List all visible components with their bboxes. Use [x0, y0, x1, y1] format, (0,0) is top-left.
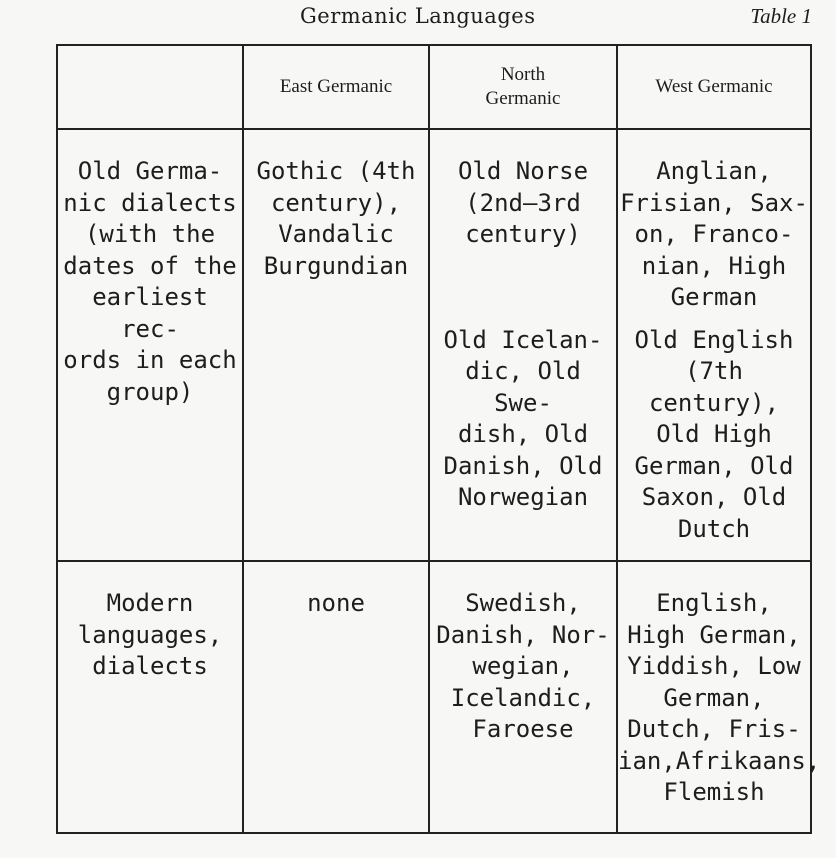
cell-old-north-late-text: Old Icelan- dic, Old Swe- dish, Old Danish, Old Norwegian [443, 325, 603, 511]
cell-old-west-late-text: Old English (7th century), Old High German, Old Saxon, Old Dutch [634, 325, 794, 543]
cell-old-east [243, 129, 429, 561]
cell-modern-west-text: English, High German, Yiddish, Low German, Dutch, Fris- ian,Afrikaans, Flemish [618, 589, 821, 806]
cell-old-west-early-text: Anglian, Frisian, Sax- on, Franco- nian, High German [620, 157, 808, 311]
germanic-languages-table [56, 44, 821, 834]
column-header-north-text: North Germanic [485, 64, 561, 109]
table-row-old-dialects [57, 129, 811, 561]
cell-modern-east [243, 561, 429, 833]
cell-old-east-text: Gothic (4th century), Vandalic Burgundian [256, 157, 416, 280]
table-row-modern-languages [57, 561, 811, 833]
table-number: Table 1 [750, 4, 812, 28]
cell-modern-north-text: Swedish, Danish, Nor- wegian, Icelandic, Faroese [436, 589, 610, 743]
column-header-west [617, 45, 811, 129]
cell-old-north [429, 129, 617, 561]
cell-modern-east-text: none [307, 589, 365, 617]
cell-modern-west [617, 561, 821, 833]
column-header-east [243, 45, 429, 129]
column-header-west-text: West Germanic [655, 76, 773, 97]
row-header-modern [57, 561, 243, 833]
header-row [57, 45, 811, 129]
cell-old-west [617, 129, 811, 561]
cell-old-north-early-text: Old Norse (2nd—3rd century) [457, 157, 589, 248]
row-header-old-dialects [57, 129, 243, 561]
table-title: Germanic Languages [300, 4, 536, 28]
column-header-north [429, 45, 617, 129]
cell-modern-north [429, 561, 617, 833]
corner-header-cell [57, 45, 243, 129]
column-header-east-text: East Germanic [279, 76, 393, 97]
row-header-modern-text: Modern languages, dialects [77, 589, 223, 680]
row-header-old-dialects-text: Old Germa- nic dialects (with the dates of the earliest rec- ords in each group) [63, 157, 237, 406]
table-caption [0, 4, 836, 34]
